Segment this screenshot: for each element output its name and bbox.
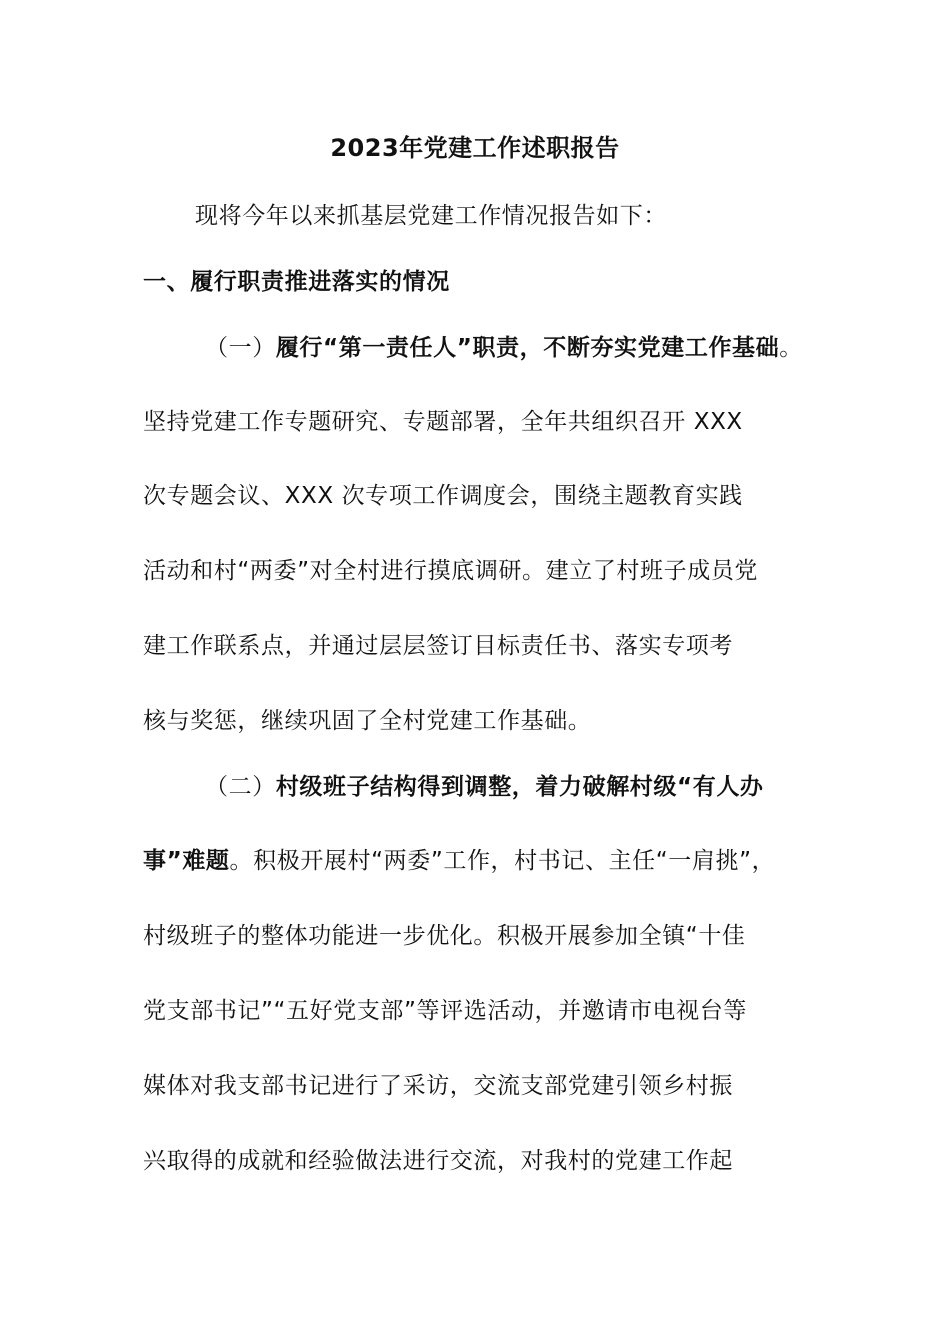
section-heading: 一、履行职责推进落实的情况 (143, 269, 450, 295)
subsection-2-text: 。积极开展村“两委”工作，村书记、主任“一肩挑”， (229, 848, 776, 874)
paragraph-line: 媒体对我支部书记进行了采访，交流支部党建引领乡村振 (143, 1073, 733, 1099)
paragraph-line: 建工作联系点，并通过层层签订目标责任书、落实专项考 (143, 633, 733, 659)
subsection-2-bold-cont: 事”难题 (143, 848, 230, 874)
subsection-1-suffix: 。 (779, 335, 803, 361)
subsection-1-heading (205, 330, 803, 366)
paragraph-line (143, 843, 775, 879)
subsection-2-bold: 村级班子结构得到调整，着力破解村级“有人办 (275, 774, 764, 800)
subsection-2-prefix: （二） (205, 774, 276, 800)
paragraph-line: 村级班子的整体功能进一步优化。积极开展参加全镇“十佳 (143, 923, 746, 949)
paragraph-line: 核与奖惩，继续巩固了全村党建工作基础。 (143, 708, 592, 734)
paragraph-line: 活动和村“两委”对全村进行摸底调研。建立了村班子成员党 (143, 558, 759, 584)
paragraph-line: 次专题会议、XXX 次专项工作调度会，围绕主题教育实践 (143, 483, 743, 509)
page-title: 2023年党建工作述职报告 (330, 134, 620, 162)
paragraph-line: 兴取得的成就和经验做法进行交流，对我村的党建工作起 (143, 1148, 733, 1174)
subsection-1-prefix: （一） (205, 335, 276, 361)
paragraph-line: 坚持党建工作专题研究、专题部署，全年共组织召开 XXX (143, 409, 743, 435)
subsection-2-heading (205, 769, 764, 805)
subsection-1-bold: 履行“第一责任人”职责，不断夯实党建工作基础 (275, 335, 780, 361)
intro-paragraph: 现将今年以来抓基层党建工作情况报告如下： (195, 203, 667, 229)
paragraph-line: 党支部书记”“五好党支部”等评选活动，并邀请市电视台等 (143, 998, 747, 1024)
